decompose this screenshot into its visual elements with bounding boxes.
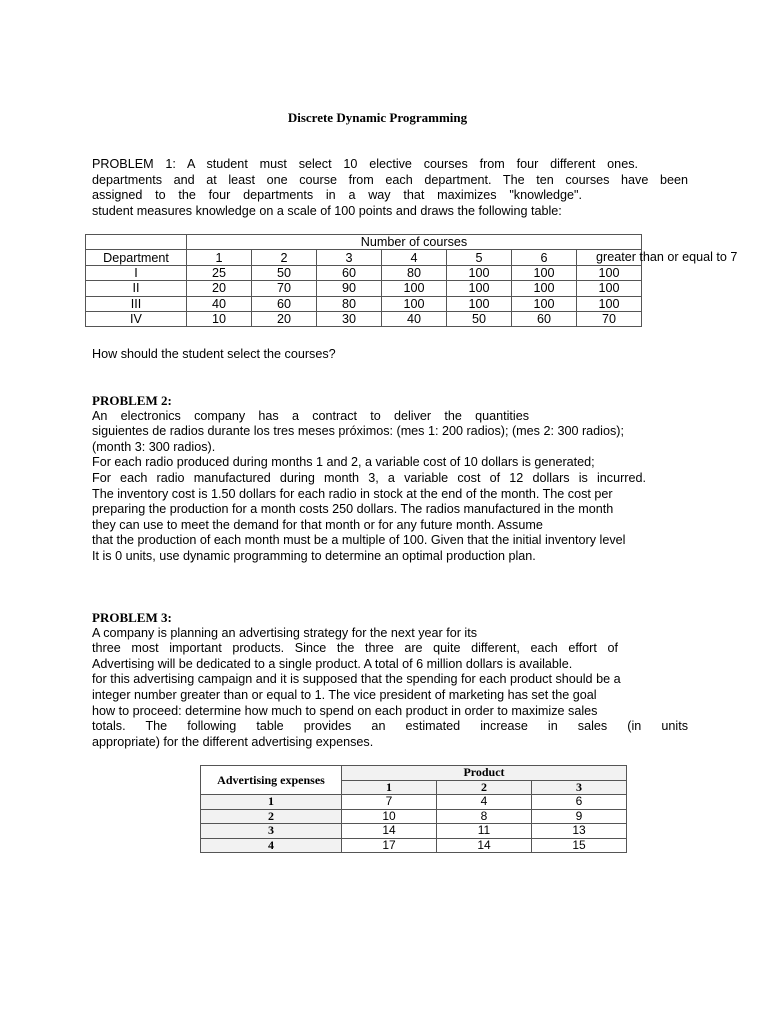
column-header: 1 [342, 780, 437, 795]
department-label: II [86, 281, 187, 296]
table-cell: 13 [532, 824, 627, 839]
problem2-text [92, 393, 688, 565]
number-of-courses-header: Number of courses [187, 235, 642, 250]
column-header: 6 [512, 250, 577, 265]
problem1-line: PROBLEM 1: A student must select 10 elective courses from four different ones. [92, 157, 638, 171]
column-header: 3 [532, 780, 627, 795]
table-row [201, 809, 627, 824]
column-header: 2 [437, 780, 532, 795]
table-cell: 100 [577, 281, 642, 296]
table-cell: 100 [382, 281, 447, 296]
problem2-line: The inventory cost is 1.50 dollars for each radio in stock at the end of the month. The cost per [92, 486, 613, 501]
problem2-line: that the production of each month must be a multiple of 100. Given that the initial inventory level [92, 533, 626, 548]
table-cell: 100 [512, 281, 577, 296]
table-row [201, 795, 627, 810]
problem3-heading: PROBLEM 3: [92, 610, 172, 625]
table-cell: 25 [187, 265, 252, 280]
table-cell: 20 [187, 281, 252, 296]
table-cell: 100 [512, 296, 577, 311]
table-cell: 40 [382, 311, 447, 326]
table-header-blank [86, 235, 187, 250]
row-label: 4 [201, 838, 342, 853]
problem3-line: three most important products. Since the three are quite different, each effort of [92, 641, 618, 656]
table-cell: 10 [342, 809, 437, 824]
table-row [86, 265, 642, 280]
table-cell: 14 [437, 838, 532, 853]
table-cell: 40 [187, 296, 252, 311]
department-label: III [86, 296, 187, 311]
table-cell: 100 [447, 281, 512, 296]
problem3-line: integer number greater than or equal to 1. The vice president of marketing has set the goal [92, 687, 597, 702]
problem2-line: siguientes de radios durante los tres meses próximos: (mes 1: 200 radios); (mes 2: 300 radios); [92, 424, 624, 439]
department-label: IV [86, 311, 187, 326]
table-cell: 60 [252, 296, 317, 311]
row-label: 2 [201, 809, 342, 824]
column-header: 5 [447, 250, 512, 265]
problem1-line: student measures knowledge on a scale of 100 points and draws the following table: [92, 203, 562, 218]
column-header: 3 [317, 250, 382, 265]
table-cell: 100 [382, 296, 447, 311]
department-label: I [86, 265, 187, 280]
problem2-line: It is 0 units, use dynamic programming to determine an optimal production plan. [92, 548, 536, 563]
problem1-question: How should the student select the courses? [92, 347, 336, 361]
product-header: Product [342, 766, 627, 781]
problem2-line: they can use to meet the demand for that month or for any future month. Assume [92, 517, 543, 532]
table-cell: 10 [187, 311, 252, 326]
table-cell: 100 [447, 296, 512, 311]
table-row [201, 824, 627, 839]
advertising-expenses-header: Advertising expenses [201, 766, 342, 795]
table-cell: 50 [447, 311, 512, 326]
problem1-line: assigned to the four departments in a way that maximizes "knowledge". [92, 188, 582, 203]
problem1-line: departments and at least one course from each department. The ten courses have been [92, 172, 688, 187]
table-cell: 70 [252, 281, 317, 296]
problem3-line: A company is planning an advertising strategy for the next year for its [92, 625, 478, 640]
problem3-line: how to proceed: determine how much to spend on each product in order to maximize sales [92, 703, 598, 718]
table-cell: 70 [577, 311, 642, 326]
table-cell: 80 [317, 296, 382, 311]
table-cell: 15 [532, 838, 627, 853]
table-row [86, 281, 642, 296]
problem2-line: preparing the production for a month costs 250 dollars. The radios manufactured in the month [92, 502, 614, 517]
problem2-line: (month 3: 300 radios). [92, 439, 216, 454]
problem1-text [92, 157, 688, 219]
table-cell: 17 [342, 838, 437, 853]
table-cell: 50 [252, 265, 317, 280]
table-cell: 20 [252, 311, 317, 326]
column-header-cell [577, 250, 738, 265]
problem3-line: appropriate) for the different advertising expenses. [92, 734, 374, 749]
table-cell: 7 [342, 795, 437, 810]
table-row [86, 296, 642, 311]
knowledge-table [85, 234, 738, 327]
row-label: 1 [201, 795, 342, 810]
problem3-line: for this advertising campaign and it is supposed that the spending for each product should be a [92, 672, 621, 687]
document-title: Discrete Dynamic Programming [287, 110, 468, 125]
advertising-table [200, 765, 627, 853]
table-cell: 100 [447, 265, 512, 280]
problem3-line: Advertising will be dedicated to a single product. A total of 6 million dollars is available. [92, 656, 573, 671]
table-cell: 9 [532, 809, 627, 824]
column-header: 2 [252, 250, 317, 265]
problem3-line: totals. The following table provides an estimated increase in sales (in units [92, 719, 688, 734]
table-cell: 14 [342, 824, 437, 839]
row-label: 3 [201, 824, 342, 839]
column-header: 1 [187, 250, 252, 265]
problem2-line: An electronics company has a contract to deliver the quantities [92, 408, 529, 423]
problem1-question-block [92, 347, 688, 363]
column-header: greater than or equal to 7 [596, 250, 738, 265]
problem2-line: For each radio produced during months 1 and 2, a variable cost of 10 dollars is generated; [92, 455, 595, 470]
table-cell: 60 [512, 311, 577, 326]
table-cell: 100 [512, 265, 577, 280]
table-cell: 60 [317, 265, 382, 280]
table-cell: 80 [382, 265, 447, 280]
table-cell: 6 [532, 795, 627, 810]
table-cell: 100 [577, 296, 642, 311]
table-cell: 90 [317, 281, 382, 296]
table-cell: 30 [317, 311, 382, 326]
column-header: 4 [382, 250, 447, 265]
table-row [86, 311, 642, 326]
table-cell: 11 [437, 824, 532, 839]
table-cell: 4 [437, 795, 532, 810]
problem3-text [92, 610, 688, 750]
table-cell: 100 [577, 265, 642, 280]
table-cell: 8 [437, 809, 532, 824]
table-row [201, 838, 627, 853]
department-header: Department [86, 250, 187, 265]
problem2-line: For each radio manufactured during month 3, a variable cost of 12 dollars is incurred. [92, 470, 646, 485]
problem2-heading: PROBLEM 2: [92, 393, 172, 408]
